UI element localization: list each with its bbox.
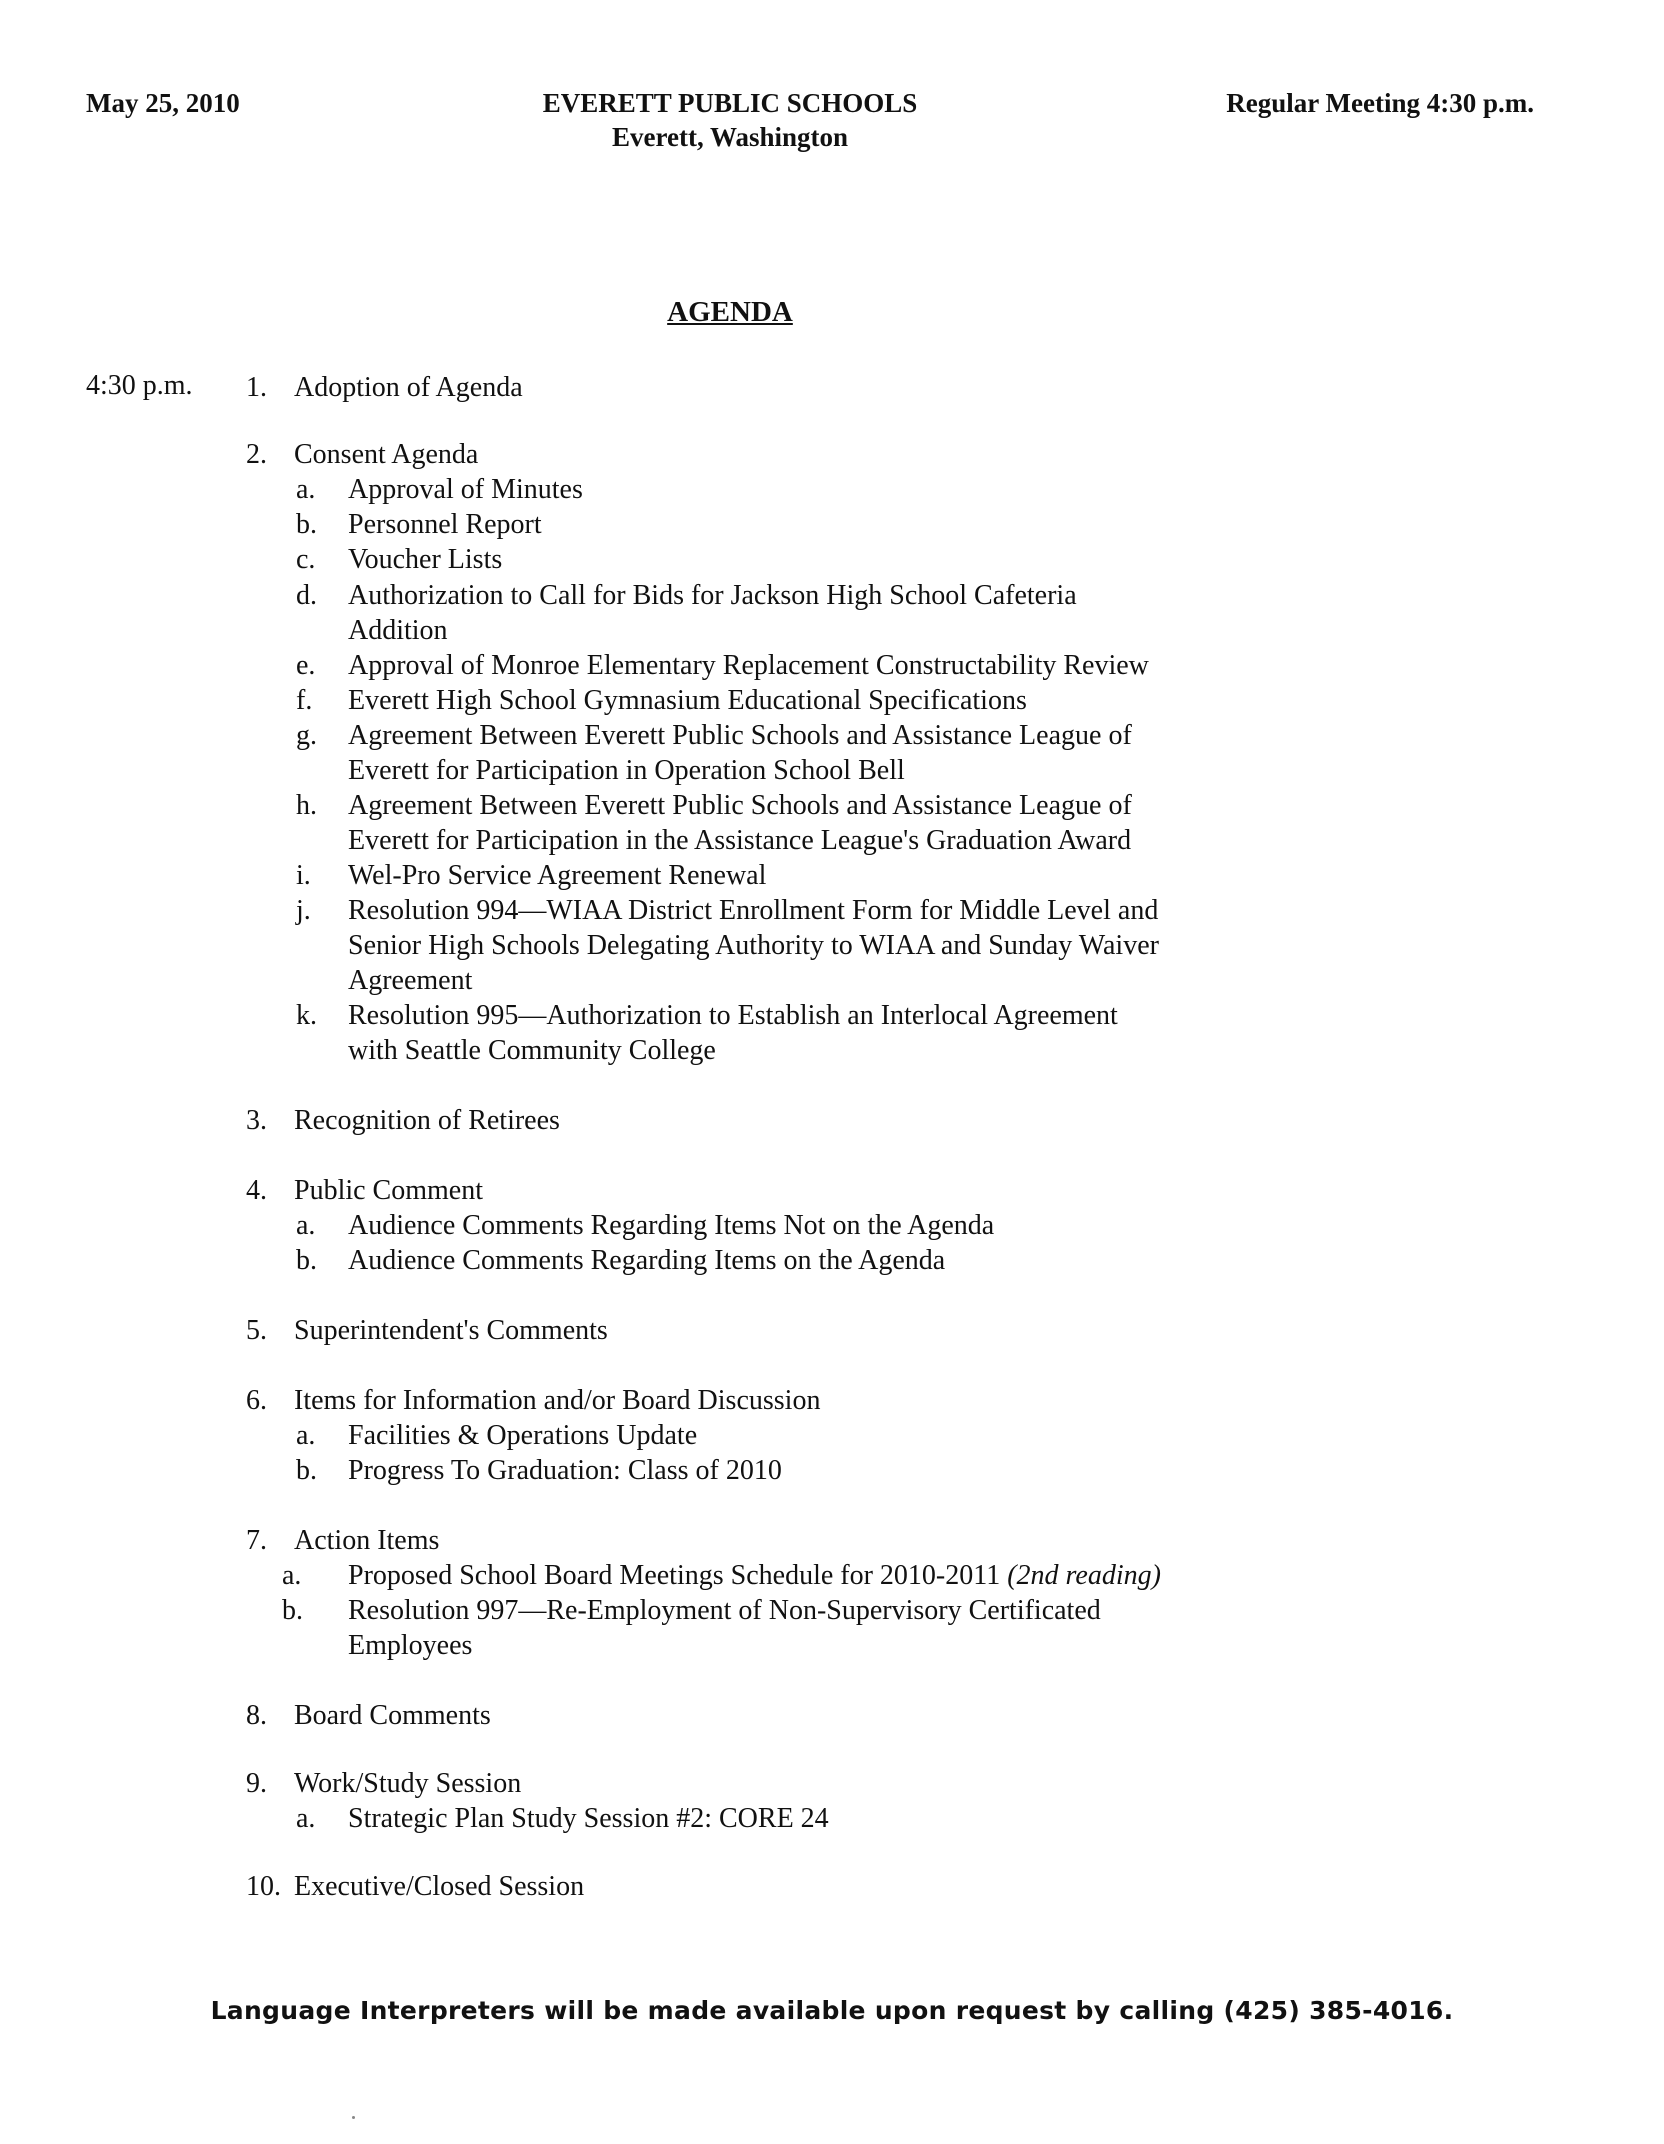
item-number: 2. <box>246 439 267 470</box>
sub-item-label: Strategic Plan Study Session #2: CORE 24 <box>348 1803 829 1834</box>
item-label: Work/Study Session <box>294 1768 522 1799</box>
sub-item-label: Approval of Monroe Elementary Replacement Constructability Review <box>348 650 1149 681</box>
sub-item-label: Facilities & Operations Update <box>348 1420 698 1451</box>
agenda-title: AGENDA <box>667 296 793 328</box>
item-label: Board Comments <box>294 1700 491 1731</box>
sub-item-label: Voucher Lists <box>348 544 503 575</box>
item-number: 1. <box>246 372 267 403</box>
item-label: Action Items <box>294 1525 440 1556</box>
sub-item-label: Resolution 995—Authorization to Establish an Interlocal Agreement <box>348 1000 1118 1031</box>
sub-item-label: Everett High School Gymnasium Educational Specifications <box>348 685 1027 716</box>
item-label: Executive/Closed Session <box>294 1871 585 1902</box>
item-number: 6. <box>246 1385 267 1416</box>
scan-speck <box>352 2116 355 2119</box>
org-name: EVERETT PUBLIC SCHOOLS <box>542 88 918 118</box>
item-number: 9. <box>246 1768 267 1799</box>
item-number: 8. <box>246 1700 267 1731</box>
item-number: 7. <box>246 1525 267 1556</box>
item-number: 5. <box>246 1315 267 1346</box>
sub-item-label: Audience Comments Regarding Items Not on the Agenda <box>348 1210 995 1241</box>
sub-item-label: Agreement Between Everett Public Schools and Assistance League of <box>348 720 1132 751</box>
interpreter-notice: Language Interpreters will be made available upon request by calling (425) 385-4016. <box>210 1996 1454 2025</box>
sub-item-label: Agreement Between Everett Public Schools and Assistance League of <box>348 790 1132 821</box>
sub-item-label: Audience Comments Regarding Items on the Agenda <box>348 1245 946 1276</box>
item-label: Items for Information and/or Board Discussion <box>294 1385 821 1416</box>
item-number: 4. <box>246 1175 267 1206</box>
sub-item-label: Authorization to Call for Bids for Jackson High School Cafeteria <box>348 580 1077 611</box>
sub-item-label: Personnel Report <box>348 509 542 540</box>
item-label: Adoption of Agenda <box>294 372 523 403</box>
sub-item-label: Wel-Pro Service Agreement Renewal <box>348 860 767 891</box>
header-meeting: Regular Meeting 4:30 p.m. <box>1226 88 1534 118</box>
item-number: 10. <box>246 1871 281 1902</box>
header-date: May 25, 2010 <box>86 88 240 118</box>
sub-item-label: Approval of Minutes <box>348 474 583 505</box>
item-number: 3. <box>246 1105 267 1136</box>
sub-item-label: Proposed School Board Meetings Schedule for 2010-2011 (2nd reading) <box>348 1560 1161 1591</box>
sub-item-label: Progress To Graduation: Class of 2010 <box>348 1455 782 1486</box>
item-label: Superintendent's Comments <box>294 1315 608 1346</box>
sub-item-label: Resolution 994—WIAA District Enrollment Form for Middle Level and <box>348 895 1159 926</box>
reading-note: (2nd reading) <box>1007 1560 1161 1591</box>
item-label: Recognition of Retirees <box>294 1105 560 1136</box>
item-label: Consent Agenda <box>294 439 479 470</box>
sub-item-label: Resolution 997—Re-Employment of Non-Supervisory Certificated <box>348 1595 1101 1626</box>
org-location: Everett, Washington <box>611 122 849 152</box>
item-label: Public Comment <box>294 1175 483 1206</box>
start-time: 4:30 p.m. <box>86 370 193 401</box>
